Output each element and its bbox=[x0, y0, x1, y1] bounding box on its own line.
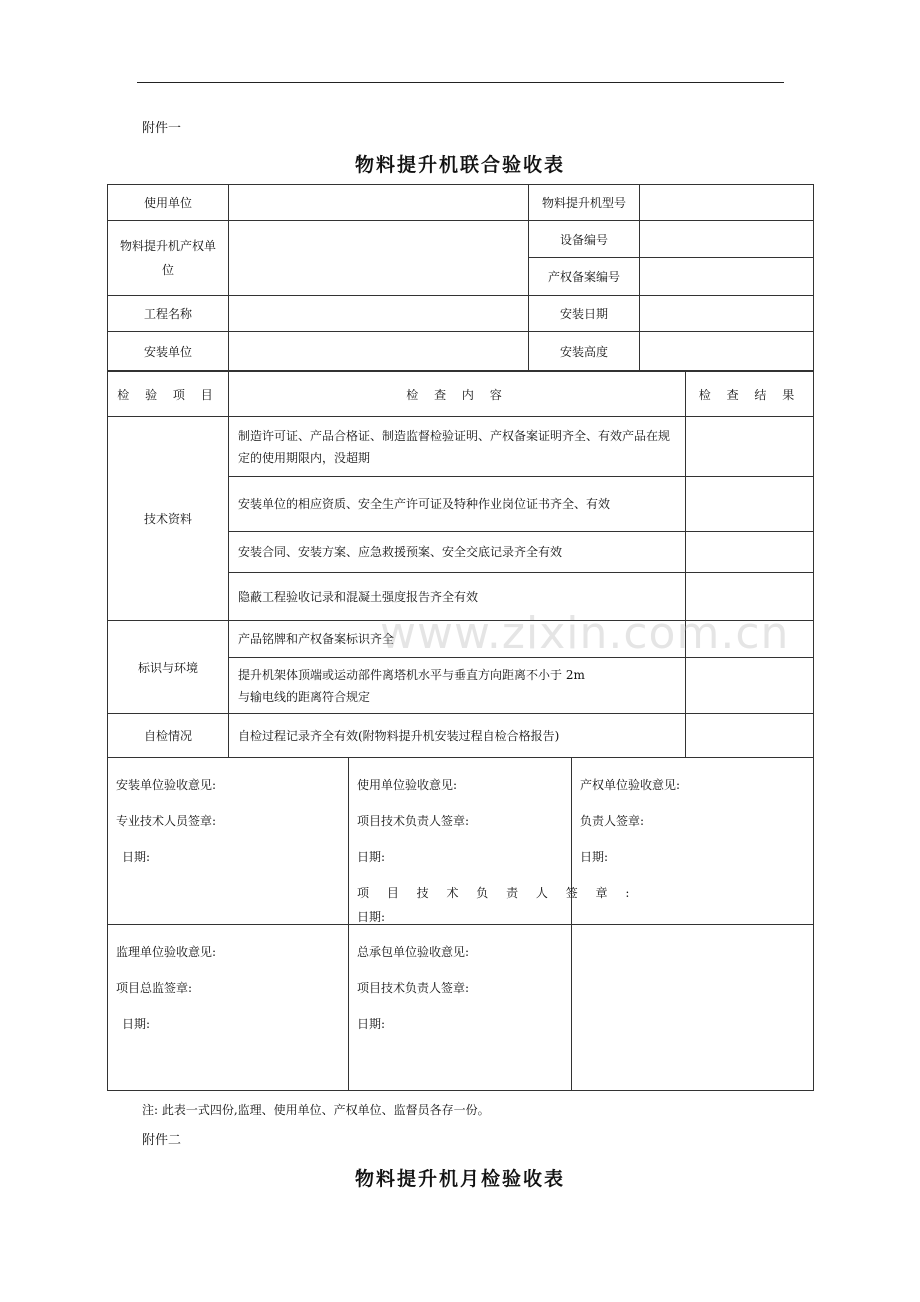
use-sign-label: 项目技术负责人签章: bbox=[357, 814, 470, 828]
header-content: 检 查 内 容 bbox=[229, 372, 686, 417]
watermark: www.zixin.com.cn bbox=[380, 608, 790, 659]
use-date-label: 日期: bbox=[357, 850, 386, 864]
device-no-value[interactable] bbox=[640, 221, 814, 258]
install-unit-label: 安装单位 bbox=[108, 332, 229, 371]
install-sign-label: 专业技术人员签章: bbox=[116, 814, 217, 828]
tech-row-3: 安装合同、安装方案、应急救援预案、安全交底记录齐全有效 bbox=[229, 532, 686, 573]
install-height-value[interactable] bbox=[640, 332, 814, 371]
tech-row-1: 制造许可证、产品合格证、制造监督检验证明、产权备案证明齐全、有效产品在规定的使用期限内，没超期 bbox=[229, 417, 686, 477]
form-title-1: 物料提升机联合验收表 bbox=[354, 154, 565, 176]
form-title-2: 物料提升机月检验收表 bbox=[354, 1168, 565, 1190]
env-row-1: 产品铭牌和产权备案标识齐全 bbox=[229, 621, 686, 658]
self-row-1: 自检过程记录齐全有效(附物料提升机安装过程自检合格报告) bbox=[229, 714, 686, 758]
header-result: 检 查 结 果 bbox=[686, 372, 814, 417]
tech-row-4: 隐蔽工程验收记录和混凝土强度报告齐全有效 bbox=[229, 573, 686, 621]
supervise-date-label: 日期: bbox=[122, 1017, 151, 1031]
project-name-value[interactable] bbox=[229, 296, 529, 332]
general-date-label: 日期: bbox=[357, 1017, 386, 1031]
tech-result-3[interactable] bbox=[686, 532, 814, 573]
group-self-label: 自检情况 bbox=[108, 714, 229, 758]
record-no-value[interactable] bbox=[640, 258, 814, 296]
install-opinion-label: 安装单位验收意见: bbox=[116, 778, 217, 792]
header-item: 检 验 项 目 bbox=[108, 372, 229, 417]
inspection-table bbox=[107, 371, 814, 758]
self-result-1[interactable] bbox=[686, 714, 814, 758]
supervise-opinion-label: 监理单位验收意见: bbox=[116, 945, 217, 959]
general-opinion-cell[interactable] bbox=[349, 925, 572, 1091]
owner-unit-value[interactable] bbox=[229, 221, 529, 296]
owner-unit-label: 物料提升机产权单位 bbox=[108, 221, 229, 296]
project-name-label: 工程名称 bbox=[108, 296, 229, 332]
group-env-label: 标识与环境 bbox=[108, 621, 229, 714]
use-unit-label: 使用单位 bbox=[108, 185, 229, 221]
supervise-sign-label: 项目总监签章: bbox=[116, 981, 193, 995]
install-height-label: 安装高度 bbox=[529, 332, 640, 371]
supervise-opinion-cell[interactable] bbox=[108, 925, 349, 1091]
owner-opinion-label: 产权单位验收意见: bbox=[580, 778, 681, 792]
tech-result-1[interactable] bbox=[686, 417, 814, 477]
env-row-2-line-2: 与输电线的距离符合规定 bbox=[238, 689, 371, 704]
install-date-value[interactable] bbox=[640, 296, 814, 332]
footnote: 注: 此表一式四份,监理、使用单位、产权单位、监督员各存一份。 bbox=[142, 1103, 490, 1117]
use-sign-label-2: 项 目 技 术 负 责 人 签 章 : bbox=[357, 886, 637, 900]
use-unit-value[interactable] bbox=[229, 185, 529, 221]
attachment-label-1: 附件一 bbox=[142, 121, 182, 136]
header-rule bbox=[137, 82, 784, 83]
general-opinion-label: 总承包单位验收意见: bbox=[357, 945, 470, 959]
signoff-table bbox=[107, 757, 814, 1091]
group-tech-label: 技术资料 bbox=[108, 417, 229, 621]
env-row-2 bbox=[229, 658, 686, 714]
empty-cell bbox=[572, 925, 814, 1091]
install-unit-value[interactable] bbox=[229, 332, 529, 371]
general-sign-label: 项目技术负责人签章: bbox=[357, 981, 470, 995]
tech-row-2: 安装单位的相应资质、安全生产许可证及特种作业岗位证书齐全、有效 bbox=[229, 477, 686, 532]
env-row-2-line-1: 提升机架体顶端或运动部件离塔机水平与垂直方向距离不小于 2m bbox=[238, 667, 585, 682]
owner-opinion-cell[interactable] bbox=[572, 758, 814, 925]
env-result-2[interactable] bbox=[686, 658, 814, 714]
record-no-label: 产权备案编号 bbox=[529, 258, 640, 296]
owner-sign-label: 负责人签章: bbox=[580, 814, 645, 828]
device-no-label: 设备编号 bbox=[529, 221, 640, 258]
install-date-label: 安装日期 bbox=[529, 296, 640, 332]
model-label: 物料提升机型号 bbox=[529, 185, 640, 221]
tech-result-2[interactable] bbox=[686, 477, 814, 532]
install-date-label: 日期: bbox=[122, 850, 151, 864]
use-date-label-2: 日期: bbox=[357, 910, 386, 924]
attachment-label-2: 附件二 bbox=[142, 1133, 182, 1148]
use-opinion-label: 使用单位验收意见: bbox=[357, 778, 458, 792]
install-opinion-cell[interactable] bbox=[108, 758, 349, 925]
info-table bbox=[107, 184, 814, 371]
model-value[interactable] bbox=[640, 185, 814, 221]
owner-date-label: 日期: bbox=[580, 850, 609, 864]
